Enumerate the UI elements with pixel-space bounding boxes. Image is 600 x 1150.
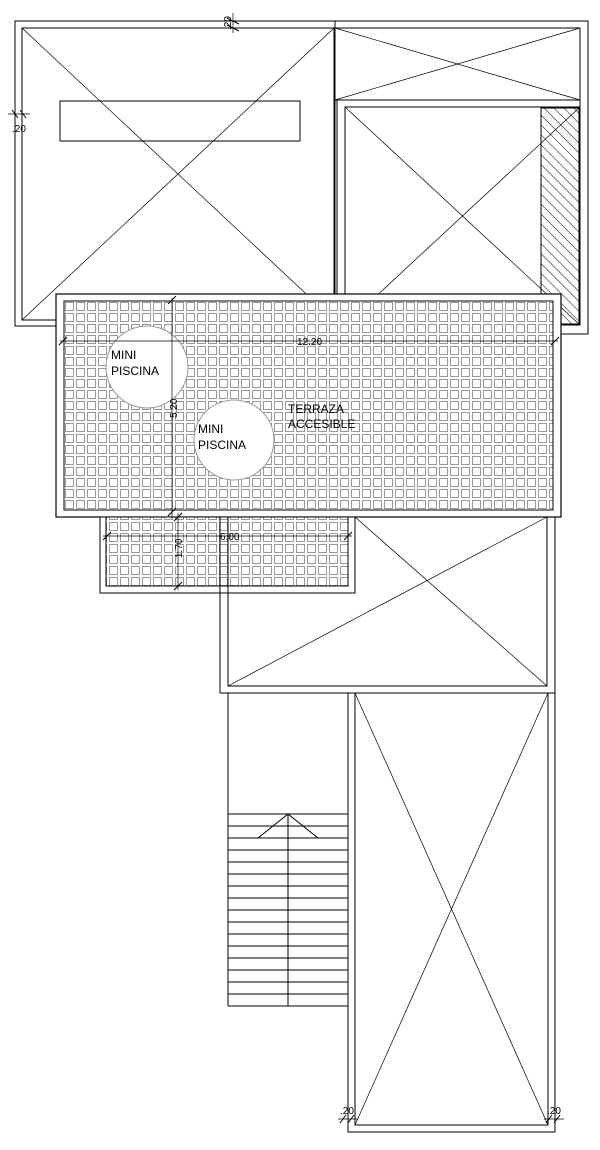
- dim-balcony-width: 6.00: [220, 532, 240, 543]
- dim-wall-left: .20: [12, 124, 26, 135]
- lower-block: [348, 693, 555, 1132]
- pool-2-label-line2: PISCINA: [198, 438, 247, 452]
- hatched-shaft: [541, 108, 579, 324]
- dim-terrace-width: 12.20: [297, 337, 323, 348]
- dim-balcony-depth: 1.70: [174, 538, 185, 558]
- terrace-label-line1: TERRAZA: [288, 402, 345, 416]
- dim-wall-bottom-left: .20: [340, 1106, 354, 1117]
- dim-wall-bottom-right: .20: [547, 1106, 561, 1117]
- pool-2-label-line1: MINI: [198, 422, 224, 436]
- roof-block-right: [335, 21, 588, 334]
- stairs: [228, 814, 348, 1006]
- roof-block-left: [15, 21, 335, 326]
- skylight: [60, 101, 300, 141]
- dim-terrace-depth: 5.20: [169, 398, 180, 418]
- pool-1-label-line1: MINI: [111, 348, 137, 362]
- dim-wall-top: .20: [223, 16, 234, 30]
- pool-1-label-line2: PISCINA: [111, 364, 160, 378]
- terrace-label-line2: ACCESIBLE: [288, 417, 356, 431]
